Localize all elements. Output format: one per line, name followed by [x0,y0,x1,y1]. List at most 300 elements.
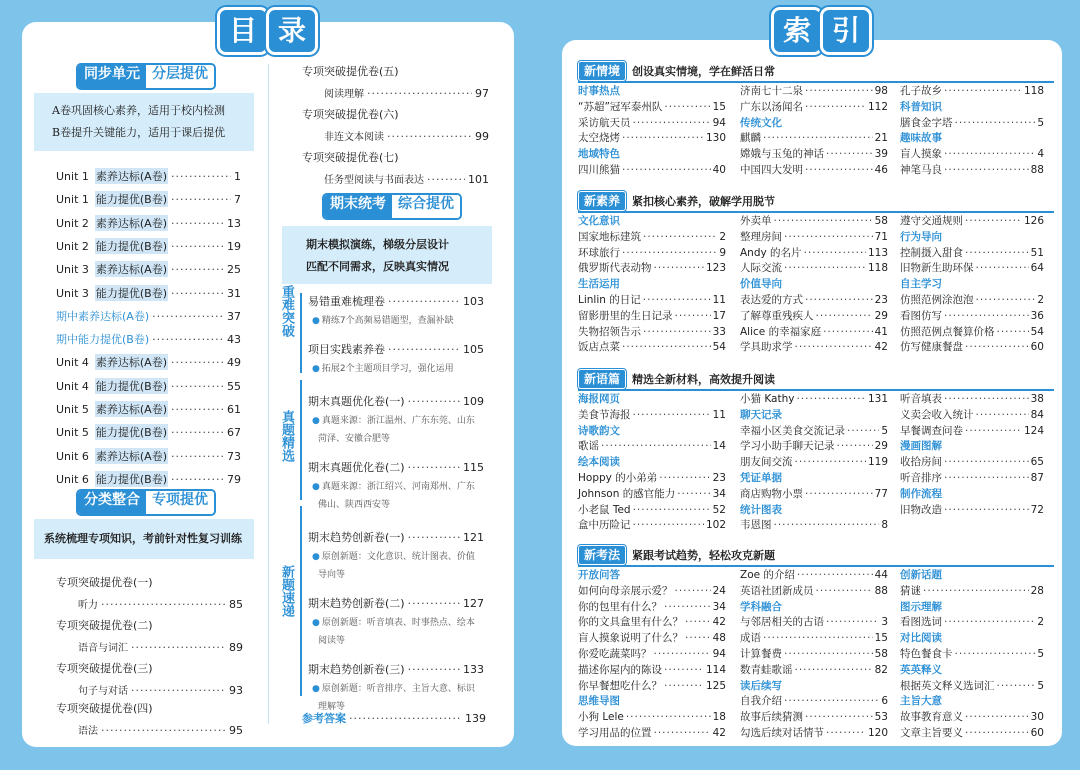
special-page: 95 [229,724,243,737]
group-item-row[interactable] [308,341,484,357]
index-entry[interactable] [900,709,1044,724]
unit-page: 49 [227,356,241,370]
special-sub: 听力 [78,600,98,611]
index-entry[interactable] [900,470,1044,485]
toc-title-char-1: 目 [217,7,269,55]
index-entry[interactable] [740,292,888,307]
unit-page: 73 [227,449,241,463]
dot-leader [131,684,226,697]
index-entry-title: 表达爱的方式 [740,294,803,306]
unit-page: 31 [227,286,241,300]
dot-leader [171,403,224,416]
unit-row[interactable] [56,238,241,254]
index-entry[interactable] [900,646,1044,661]
special-title[interactable]: 专项突破提优卷(四) [56,702,153,715]
index-entry-title: 遵守交通规则 [900,215,963,227]
index-entry-page: 60 [1030,341,1044,354]
special-title[interactable]: 专项突破提优卷(六) [302,108,399,121]
index-entry-page: 118 [1023,85,1044,97]
dot-leader [944,456,1029,468]
group-item-row[interactable] [308,393,484,409]
dot-leader [643,294,711,306]
classify-button-part-a: 分类整合 [78,491,146,514]
dot-leader [675,310,711,322]
unit-label: Unit 5 [56,426,89,440]
dot-leader [795,456,866,468]
index-category: 科普知识 [900,100,942,113]
dot-leader [774,519,880,531]
index-entry-page: 46 [874,164,888,176]
group-item-page: 133 [463,663,484,676]
index-entry[interactable] [740,583,888,598]
dot-leader [664,680,704,692]
dot-leader [795,341,873,353]
dot-leader [955,117,1036,129]
index-entry[interactable] [740,454,888,469]
special-page: 85 [229,598,243,611]
index-entry-title: 与邻居相关的古语 [740,616,824,629]
index-entry-page: 44 [874,569,888,581]
index-entry[interactable] [578,614,726,629]
group-item-row[interactable] [308,293,484,309]
sync-note-line: A卷巩固核心素养，适用于校内检测 [52,104,225,117]
index-entry[interactable] [740,630,888,645]
index-entry-title: 小猫 Kathy [740,393,795,405]
index-entry-page: 82 [874,663,888,676]
index-entry-page: 94 [712,648,726,660]
dot-leader [816,310,873,322]
dot-leader [408,395,460,408]
dot-leader [171,263,224,276]
index-entry-title: 根据英文释义选词汇 [900,679,995,692]
unit-name: 素养达标(A卷) [95,216,167,230]
index-entry-title: 你爱吃蔬菜吗？ [578,648,652,660]
dot-leader [816,585,873,597]
index-entry-page: 54 [712,341,726,354]
index-entry[interactable] [740,99,888,114]
unit-name: 素养达标(A卷) [95,403,167,416]
index-entry[interactable] [578,407,726,422]
bullet-marker: ● [312,416,320,426]
dot-leader [944,164,1029,176]
unit-name: 能力提优(B卷) [95,379,168,393]
index-entry[interactable] [578,583,726,598]
answers-page: 139 [465,712,486,725]
bullet-marker: ● [312,684,320,694]
index-entry[interactable] [578,646,726,661]
special-title[interactable]: 专项突破提优卷(五) [302,65,399,78]
unit-row[interactable] [56,331,241,347]
special-sub-row[interactable] [78,722,243,737]
group-item-note: ● 精练7个高频易错题型，查漏补缺 [312,316,454,326]
index-entry[interactable] [740,614,888,629]
unit-row[interactable] [56,401,241,417]
index-entry-page: 126 [1023,215,1044,227]
index-entry-page: 124 [1023,424,1044,437]
dot-leader [944,472,1029,484]
special-sub-row[interactable] [324,171,489,186]
dot-leader [997,680,1036,692]
index-entry[interactable] [740,324,888,339]
special-sub-row[interactable] [78,682,243,697]
index-entry[interactable] [900,339,1044,354]
dot-leader [408,531,460,544]
unit-row[interactable] [56,448,241,464]
index-entry[interactable] [740,213,888,228]
index-entry[interactable] [900,115,1044,130]
index-entry-page: 3 [881,616,888,629]
index-entry-title: 济南七十二泉 [740,85,803,97]
final-button-part-a: 期末统考 [324,195,392,218]
unit-name: 能力提优(B卷) [95,193,168,207]
unit-row[interactable] [56,354,241,370]
unit-row[interactable] [56,191,241,207]
index-category: 学科融合 [740,600,782,613]
dot-leader [826,727,866,739]
group-item-title: 易错重难梳理卷 [308,295,385,308]
dot-leader [763,132,873,144]
dot-leader [805,488,873,500]
dot-leader [622,247,717,259]
dot-leader [955,648,1036,660]
index-entry[interactable] [900,213,1044,228]
unit-name: 素养达标(A卷) [95,263,167,277]
index-entry-title: 旧物新生助环保 [900,262,974,275]
index-entry[interactable] [900,245,1044,260]
dot-leader [152,333,224,346]
group-item-note: 理解等 [318,702,346,712]
index-entry-page: 21 [874,132,888,145]
dot-leader [685,632,711,644]
index-entry-page: 5 [1037,679,1044,692]
dot-leader [152,310,224,323]
unit-page: 43 [227,333,241,347]
index-entry-page: 123 [705,262,726,275]
dot-leader [633,409,711,421]
unit-row[interactable] [56,168,241,184]
index-entry-title: 学习用品的位置 [578,727,652,739]
index-entry-title: 故事教育意义 [900,711,963,724]
index-entry[interactable] [900,162,1044,177]
special-sub-row[interactable] [78,639,243,654]
index-entry[interactable] [578,229,726,244]
answers-row[interactable] [302,710,486,726]
index-entry-page: 58 [874,648,888,660]
final-note-box [282,226,492,284]
index-entry[interactable] [740,567,888,582]
index-category: 读后续写 [740,679,782,692]
index-entry-title: 整理房间 [740,230,782,243]
dot-leader [171,170,231,183]
unit-row[interactable] [56,261,241,277]
special-sub-row[interactable] [78,596,243,611]
index-entry-title: 仿照范例涂泡泡 [900,294,974,306]
index-entry[interactable] [740,245,888,260]
index-entry[interactable] [900,454,1044,469]
dot-leader [408,461,460,474]
index-entry-page: 42 [874,341,888,354]
dot-leader [944,616,1035,628]
index-entry[interactable] [740,693,888,708]
index-entry[interactable] [900,407,1044,422]
index-entry-title: 留影册里的生日记录 [578,309,673,322]
dot-leader [965,247,1029,259]
unit-row[interactable] [56,424,241,440]
index-entry[interactable] [740,260,888,275]
index-entry-title: 采访航天员 [578,116,631,129]
index-category: 传统文化 [740,116,782,129]
dot-leader [654,262,704,274]
group-item-note: 阅读等 [318,636,346,646]
final-note-line: 匹配不同需求，反映真实情况 [306,260,449,273]
special-sub-row[interactable] [324,128,489,143]
unit-name: 素养达标(A卷) [95,170,167,183]
index-entry-page: 29 [874,309,888,322]
unit-row[interactable] [56,215,241,231]
index-entry[interactable] [740,486,888,501]
index-entry[interactable] [578,486,726,501]
dot-leader [622,164,711,176]
index-entry-page: 87 [1030,472,1044,484]
index-entry[interactable] [740,725,888,740]
index-entry-title: 盲人摸象说明了什么？ [578,632,683,645]
group-label: 重难突破 [279,285,294,337]
unit-label: Unit 6 [56,449,89,463]
index-category: 英英释义 [900,663,942,676]
index-entry-title: 你早餐想吃什么？ [578,679,662,692]
index-entry[interactable] [578,630,726,645]
index-entry[interactable] [740,517,888,532]
index-entry[interactable] [900,324,1044,339]
group-item-page: 103 [463,295,484,308]
index-entry[interactable] [578,438,726,453]
index-category: 对比阅读 [900,632,942,645]
classify-note: 系统梳理专项知识，考前针对性复习训练 [34,519,254,559]
dot-leader [654,648,711,660]
index-entry[interactable] [578,130,726,145]
index-entry[interactable] [740,391,888,406]
final-button-part-b: 综合提优 [392,195,460,218]
index-entry-page: 54 [1030,325,1044,338]
dot-leader [171,450,224,463]
index-entry-page: 98 [874,85,888,97]
unit-label: Unit 3 [56,286,89,300]
group-item-title: 期末趋势创新卷(二) [308,597,405,610]
index-entry[interactable] [578,725,726,740]
index-entry-title: Andy 的名片 [740,246,802,259]
index-entry-title: 麒麟 [740,132,761,145]
index-category: 诗歌韵文 [578,424,620,437]
index-entry-title: 失物招领告示 [578,325,641,338]
special-title[interactable]: 专项突破提优卷(一) [56,576,153,589]
dot-leader [685,616,711,628]
index-entry-page: 23 [712,472,726,484]
index-entry-page: 5 [1037,648,1044,660]
index-entry-title: 小老鼠 Ted [578,503,631,516]
index-entry[interactable] [900,678,1044,693]
index-entry[interactable] [740,438,888,453]
index-entry-title: 早餐调查问卷 [900,424,963,437]
index-category: 绘本阅读 [578,456,620,469]
index-entry[interactable] [740,308,888,323]
special-sub-row[interactable] [324,85,489,100]
special-sub: 任务型阅读与书面表达 [324,175,424,186]
index-entry[interactable] [900,308,1044,323]
index-entry[interactable] [900,292,1044,307]
index-entry[interactable] [578,339,726,354]
index-entry[interactable] [900,583,1044,598]
dot-leader [633,519,704,531]
unit-row[interactable] [56,308,241,324]
index-entry[interactable] [740,146,888,161]
index-entry[interactable] [740,423,888,438]
dot-leader [965,341,1029,353]
dot-leader [171,287,224,300]
index-entry[interactable] [578,502,726,517]
group-item-row[interactable] [308,529,484,545]
unit-page: 55 [227,379,241,393]
index-entry[interactable] [578,260,726,275]
index-entry[interactable] [740,662,888,677]
unit-label: Unit 5 [56,403,89,416]
group-item-note: 佛山、陕西西安等 [318,500,391,510]
index-entry-title: 听音排序 [900,472,942,484]
index-entry[interactable] [578,292,726,307]
unit-page: 1 [234,170,241,183]
unit-row[interactable] [56,378,241,394]
dot-leader [171,380,224,393]
index-entry[interactable] [740,339,888,354]
index-entry-page: 64 [1030,262,1044,275]
index-entry-title: 看图选词 [900,616,942,629]
index-entry-page: 112 [867,100,888,113]
index-entry-page: 131 [867,393,888,405]
index-entry[interactable] [578,470,726,485]
sync-unit-button-part-a: 同步单元 [78,65,146,88]
index-entry-page: 51 [1030,246,1044,259]
index-entry[interactable] [740,229,888,244]
index-entry-title: “苏超”冠军泰州队 [578,100,663,113]
special-title[interactable]: 专项突破提优卷(七) [302,151,399,164]
index-category: 地域特色 [578,148,620,161]
dot-leader [633,117,711,129]
index-entry[interactable] [900,83,1044,98]
index-entry[interactable] [900,423,1044,438]
group-item-row[interactable] [308,661,484,677]
dot-leader [847,425,879,437]
index-entry-title: 盲人摸象 [900,148,942,161]
index-entry[interactable] [578,709,726,724]
index-entry[interactable] [900,502,1044,517]
special-sub: 非连文本阅读 [324,132,384,143]
index-title-char-1: 索 [771,7,823,55]
unit-label: Unit 1 [56,193,89,207]
index-entry-page: 42 [712,616,726,629]
index-entry[interactable] [740,646,888,661]
dot-leader [805,85,873,97]
group-item-row[interactable] [308,459,484,475]
dot-leader [826,616,879,628]
dot-leader [795,664,873,676]
index-title-char-2: 引 [820,7,872,55]
dot-leader [805,101,866,113]
index-entry-page: 60 [1030,727,1044,739]
index-entry[interactable] [578,308,726,323]
dot-leader [976,294,1036,306]
index-entry[interactable] [900,614,1044,629]
index-entry[interactable] [900,146,1044,161]
index-entry[interactable] [578,162,726,177]
dot-leader [131,641,226,654]
index-entry[interactable] [900,260,1044,275]
dot-leader [965,711,1029,723]
dot-leader [997,326,1029,338]
index-entry[interactable] [740,162,888,177]
index-entry-title: 幸福小区美食交流记录 [740,424,845,437]
index-entry[interactable] [740,83,888,98]
group-item-page: 105 [463,343,484,356]
index-entry-title: 仿照范例点餐算价格 [900,325,995,338]
index-entry[interactable] [900,725,1044,740]
group-label: 真题精选 [279,410,294,462]
index-entry-title: 计算餐费 [740,648,782,660]
index-entry-title: 中国四大发明 [740,164,803,176]
special-sub: 句子与对话 [78,686,128,697]
index-entry[interactable] [900,391,1044,406]
unit-page: 79 [227,472,241,486]
special-title[interactable]: 专项突破提优卷(二) [56,619,153,632]
index-entry[interactable] [578,517,726,532]
index-entry-page: 84 [1030,408,1044,421]
index-entry[interactable] [740,130,888,145]
index-category: 凭证单据 [740,472,782,484]
index-entry-page: 18 [712,711,726,724]
section-header [578,192,775,210]
dot-leader [171,356,224,369]
index-entry[interactable] [578,599,726,614]
dot-leader [626,711,711,723]
index-entry-page: 17 [712,309,726,322]
unit-name: 能力提优(B卷) [95,286,168,300]
index-entry-title: 嫦娥与玉兔的神话 [740,148,824,161]
index-entry-page: 48 [712,632,726,645]
index-category: 聊天记录 [740,408,782,421]
section-header [578,62,775,80]
index-entry[interactable] [740,709,888,724]
index-entry[interactable] [578,324,726,339]
unit-row[interactable] [56,285,241,301]
index-entry[interactable] [578,245,726,260]
index-entry-page: 42 [712,727,726,739]
index-entry-page: 23 [874,294,888,306]
index-entry[interactable] [578,115,726,130]
dot-leader [784,231,873,243]
index-entry[interactable] [578,99,726,114]
index-entry[interactable] [578,662,726,677]
special-title[interactable]: 专项突破提优卷(三) [56,662,153,675]
group-item-note: 菏泽、安徽合肥等 [318,434,391,444]
group-item-note: ● 真题来源：浙江绍兴、河南郑州、广东 [312,482,475,492]
group-item-row[interactable] [308,595,484,611]
index-entry-title: 控制摄入甜食 [900,246,963,259]
index-category: 创新话题 [900,569,942,581]
index-entry[interactable] [578,678,726,693]
index-entry-title: 听音填表 [900,393,942,405]
unit-row[interactable] [56,471,241,487]
dot-leader [171,193,231,206]
index-entry-title: 英语社团新成员 [740,584,814,597]
dot-leader [408,663,460,676]
